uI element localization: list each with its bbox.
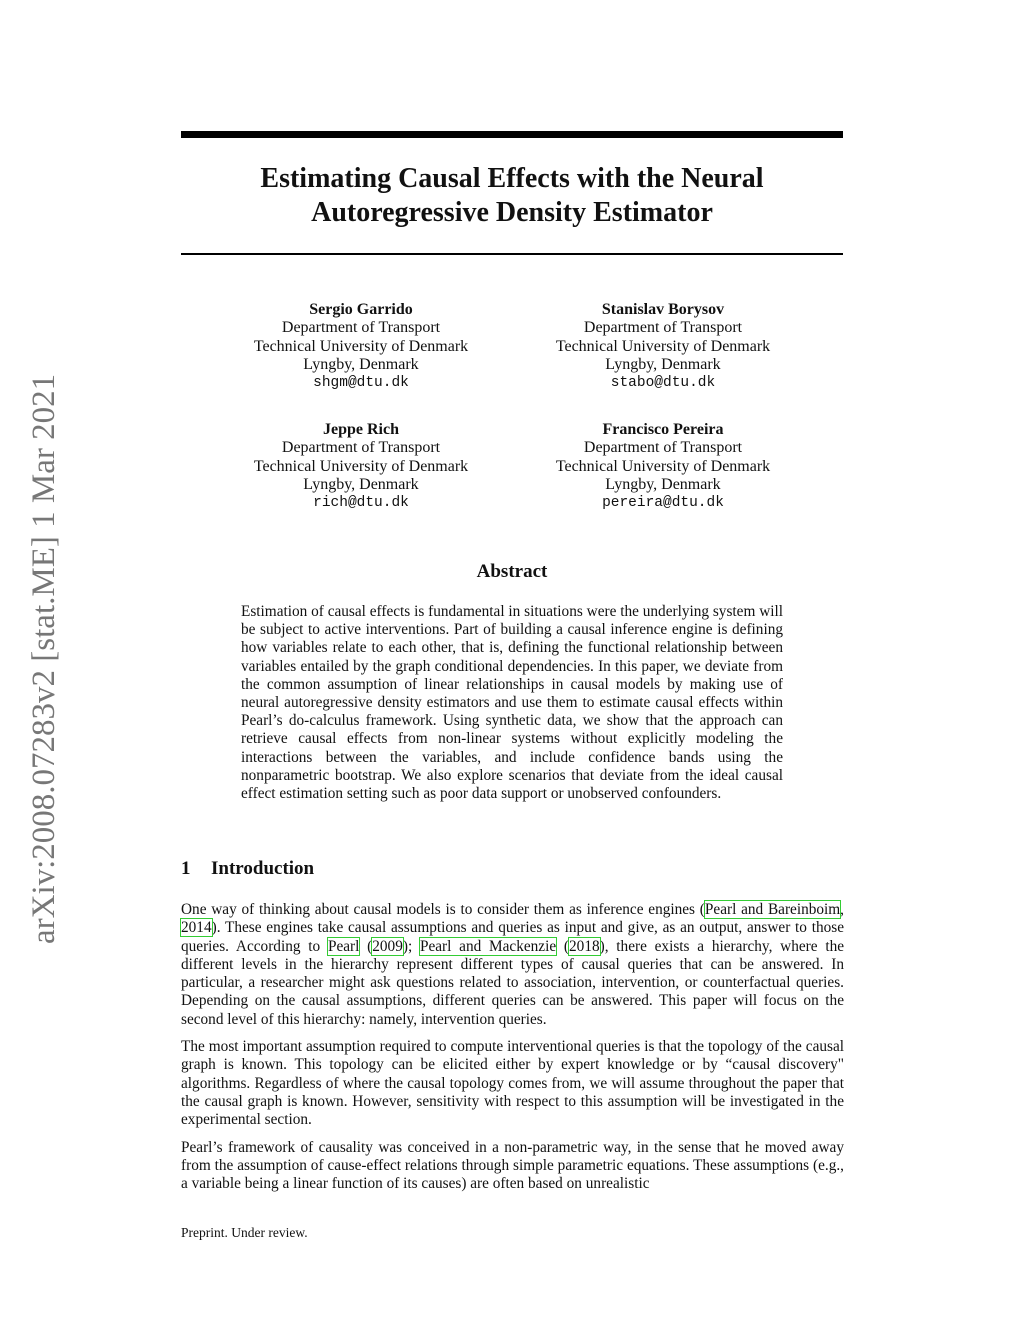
author-block-1 xyxy=(211,301,511,392)
author-university: Technical University of Denmark xyxy=(555,337,771,355)
intro-paragraph-1 xyxy=(181,901,844,1029)
paper-title xyxy=(181,162,843,230)
intro-text: , xyxy=(840,901,844,918)
author-department: Department of Transport xyxy=(281,439,441,457)
author-university: Technical University of Denmark xyxy=(253,337,469,355)
citation-link[interactable]: Pearl xyxy=(327,937,360,955)
author-block-3 xyxy=(211,421,511,512)
arxiv-identifier-stamp: arXiv:2008.07283v2 [stat.ME] 1 Mar 2021 xyxy=(26,373,62,944)
author-name: Jeppe Rich xyxy=(323,421,399,438)
author-location: Lyngby, Denmark xyxy=(605,355,721,373)
author-email: stabo@dtu.dk xyxy=(610,375,716,392)
intro-text: ), there exists a hierarchy, where the different levels in the hierarchy represent different types of causal queries that can be answered. In particular, a researcher might ask questions related to association, intervention, or counterfactual queries. Depending on the causal assumptions, different queries can be answered. This paper will focus on the second level of this hierarchy: namely, intervention queries. xyxy=(181,937,845,1028)
author-email: pereira@dtu.dk xyxy=(602,495,724,512)
author-department: Department of Transport xyxy=(281,319,441,337)
author-university: Technical University of Denmark xyxy=(555,457,771,475)
author-name: Sergio Garrido xyxy=(309,301,413,318)
section-title: Introduction xyxy=(211,858,315,879)
author-block-2 xyxy=(513,301,813,392)
author-name: Stanislav Borysov xyxy=(601,301,725,318)
title-line-1: Estimating Causal Effects with the Neural xyxy=(260,163,764,194)
author-location: Lyngby, Denmark xyxy=(303,355,419,373)
title-top-rule xyxy=(181,131,843,138)
title-bottom-rule xyxy=(181,253,843,255)
author-location: Lyngby, Denmark xyxy=(605,475,721,493)
citation-link[interactable]: Pearl and Bareinboim xyxy=(704,901,841,918)
section-number: 1 xyxy=(181,858,191,879)
citation-link[interactable]: 2018 xyxy=(569,937,600,955)
author-department: Department of Transport xyxy=(583,319,743,337)
citation-link[interactable]: 2009 xyxy=(372,937,403,955)
intro-text: ); xyxy=(402,937,420,955)
intro-text: One way of thinking about causal models is to consider them as inference engines ( xyxy=(181,901,705,918)
author-name: Francisco Pereira xyxy=(602,421,724,438)
section-heading-introduction xyxy=(181,857,314,881)
page-footer: Preprint. Under review. xyxy=(181,1225,308,1240)
abstract-heading: Abstract xyxy=(476,561,548,582)
author-email: rich@dtu.dk xyxy=(313,495,409,512)
title-line-2: Autoregressive Density Estimator xyxy=(311,197,713,228)
intro-paragraph-2: The most important assumption required to compute interventional queries is that the topology of the causal graph is known. This topology can be elicited either by expert knowledge or by “causal discovery" algorithms. Regardless of where the causal topology comes from, we will assume throughout the paper that the causal graph is known. However, sensitivity with respect to this assumption will be investigated in the experimental section. xyxy=(181,1038,844,1129)
author-university: Technical University of Denmark xyxy=(253,457,469,475)
intro-text: ). These engines take causal assumptions and queries as input and give, as an output, answer to those queries. According to xyxy=(181,919,844,955)
author-block-4 xyxy=(513,421,813,512)
citation-link[interactable]: Pearl and Mackenzie xyxy=(419,937,557,955)
author-email: shgm@dtu.dk xyxy=(313,375,409,392)
citation-link[interactable]: 2014 xyxy=(181,919,212,937)
introduction-body xyxy=(181,901,844,1202)
author-location: Lyngby, Denmark xyxy=(303,475,419,493)
abstract-text: Estimation of causal effects is fundamental in situations were the underlying system will be subject to active interventions. Part of building a causal inference engine is defining how variables relate to each other, that is, defining the functional relationship between variables entailed by the graph conditional dependencies. In this paper, we deviate from the common assumption of linear relationships in causal models by making use of neural autoregressive density estimators and use them to estimate causal effects within Pearl’s do-calculus framework. Using synthetic data, we show that the approach can retrieve causal effects from non-linear systems without explicitly modeling the interactions between the variables, and include confidence bands using the nonparametric bootstrap. We also explore scenarios that deviate from the ideal causal effect estimation setting such as poor data support or unobserved confounders. xyxy=(241,603,783,803)
intro-paragraph-3: Pearl’s framework of causality was conceived in a non-parametric way, in the sense that he moved away from the assumption of cause-effect relations through simple parametric equations. These assumptions (e.g., a variable being a linear function of its causes) are often based on unrealistic xyxy=(181,1138,844,1193)
intro-text: ( xyxy=(359,937,373,955)
author-department: Department of Transport xyxy=(583,439,743,457)
intro-text: ( xyxy=(556,937,570,955)
